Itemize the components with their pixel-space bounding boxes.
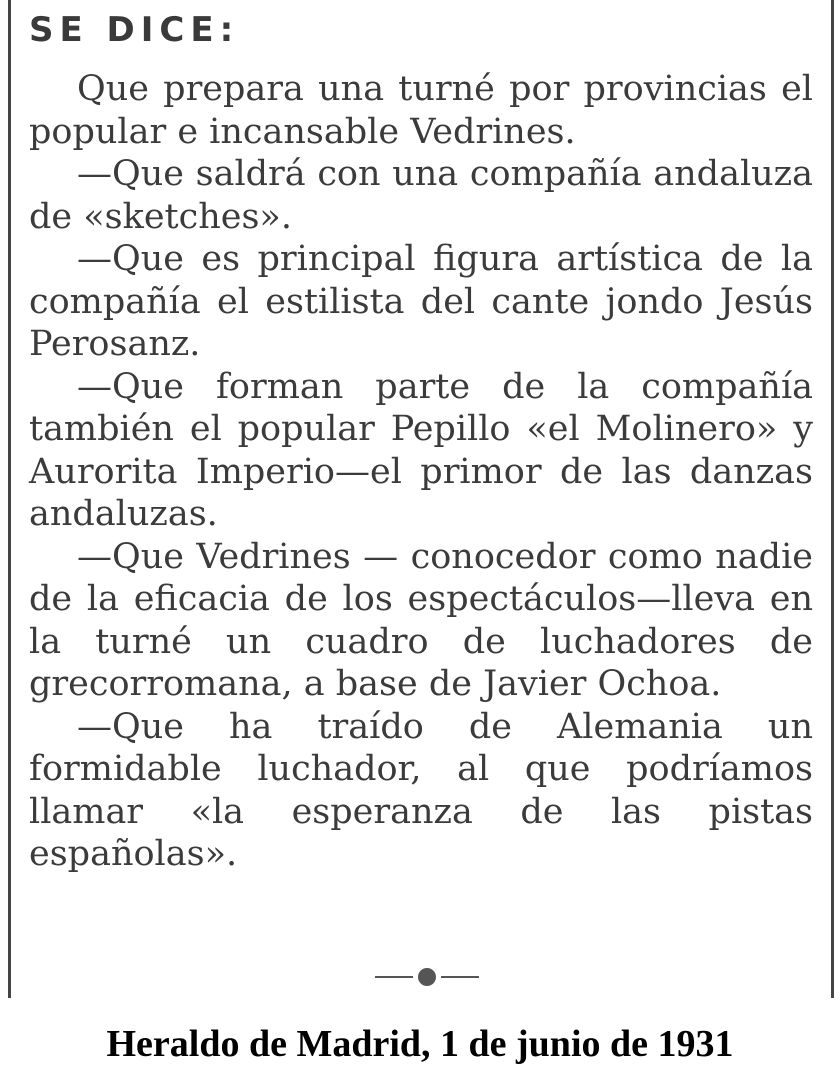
section-heading: SE DICE: <box>29 10 240 50</box>
article-paragraph: —Que ha traído de Alemania un formidable luchador, al que podríamos llamar «la esperanza de las pistas españolas». <box>29 706 813 874</box>
article-paragraph: Que prepara una turné por provincias el popular e incansable Vedrines. <box>29 69 813 152</box>
ornament-line-right <box>441 976 479 978</box>
article-paragraph: —Que forman parte de la compañía también el popular Pepillo «el Molinero» y Aurorita Imperio—el primor de las danzas andaluzas. <box>29 366 813 534</box>
source-caption: Heraldo de Madrid, 1 de junio de 1931 <box>106 1023 734 1065</box>
ornament-line-left <box>375 976 413 978</box>
article-paragraph: —Que es principal figura artística de la compañía el estilista del cante jondo Jesús Perosanz. <box>29 239 813 364</box>
article-paragraph: —Que Vedrines — conocedor como nadie de la eficacia de los espectáculos—lleva en la turné un cuadro de luchadores de grecorromana, a base de Javier Ochoa. <box>29 536 813 704</box>
newspaper-clipping <box>8 0 834 998</box>
ornament-dot <box>418 968 436 986</box>
section-end-ornament <box>371 968 483 986</box>
article-paragraph: —Que saldrá con una compañía andaluza de «sketches». <box>29 154 813 237</box>
article-body <box>29 68 813 876</box>
